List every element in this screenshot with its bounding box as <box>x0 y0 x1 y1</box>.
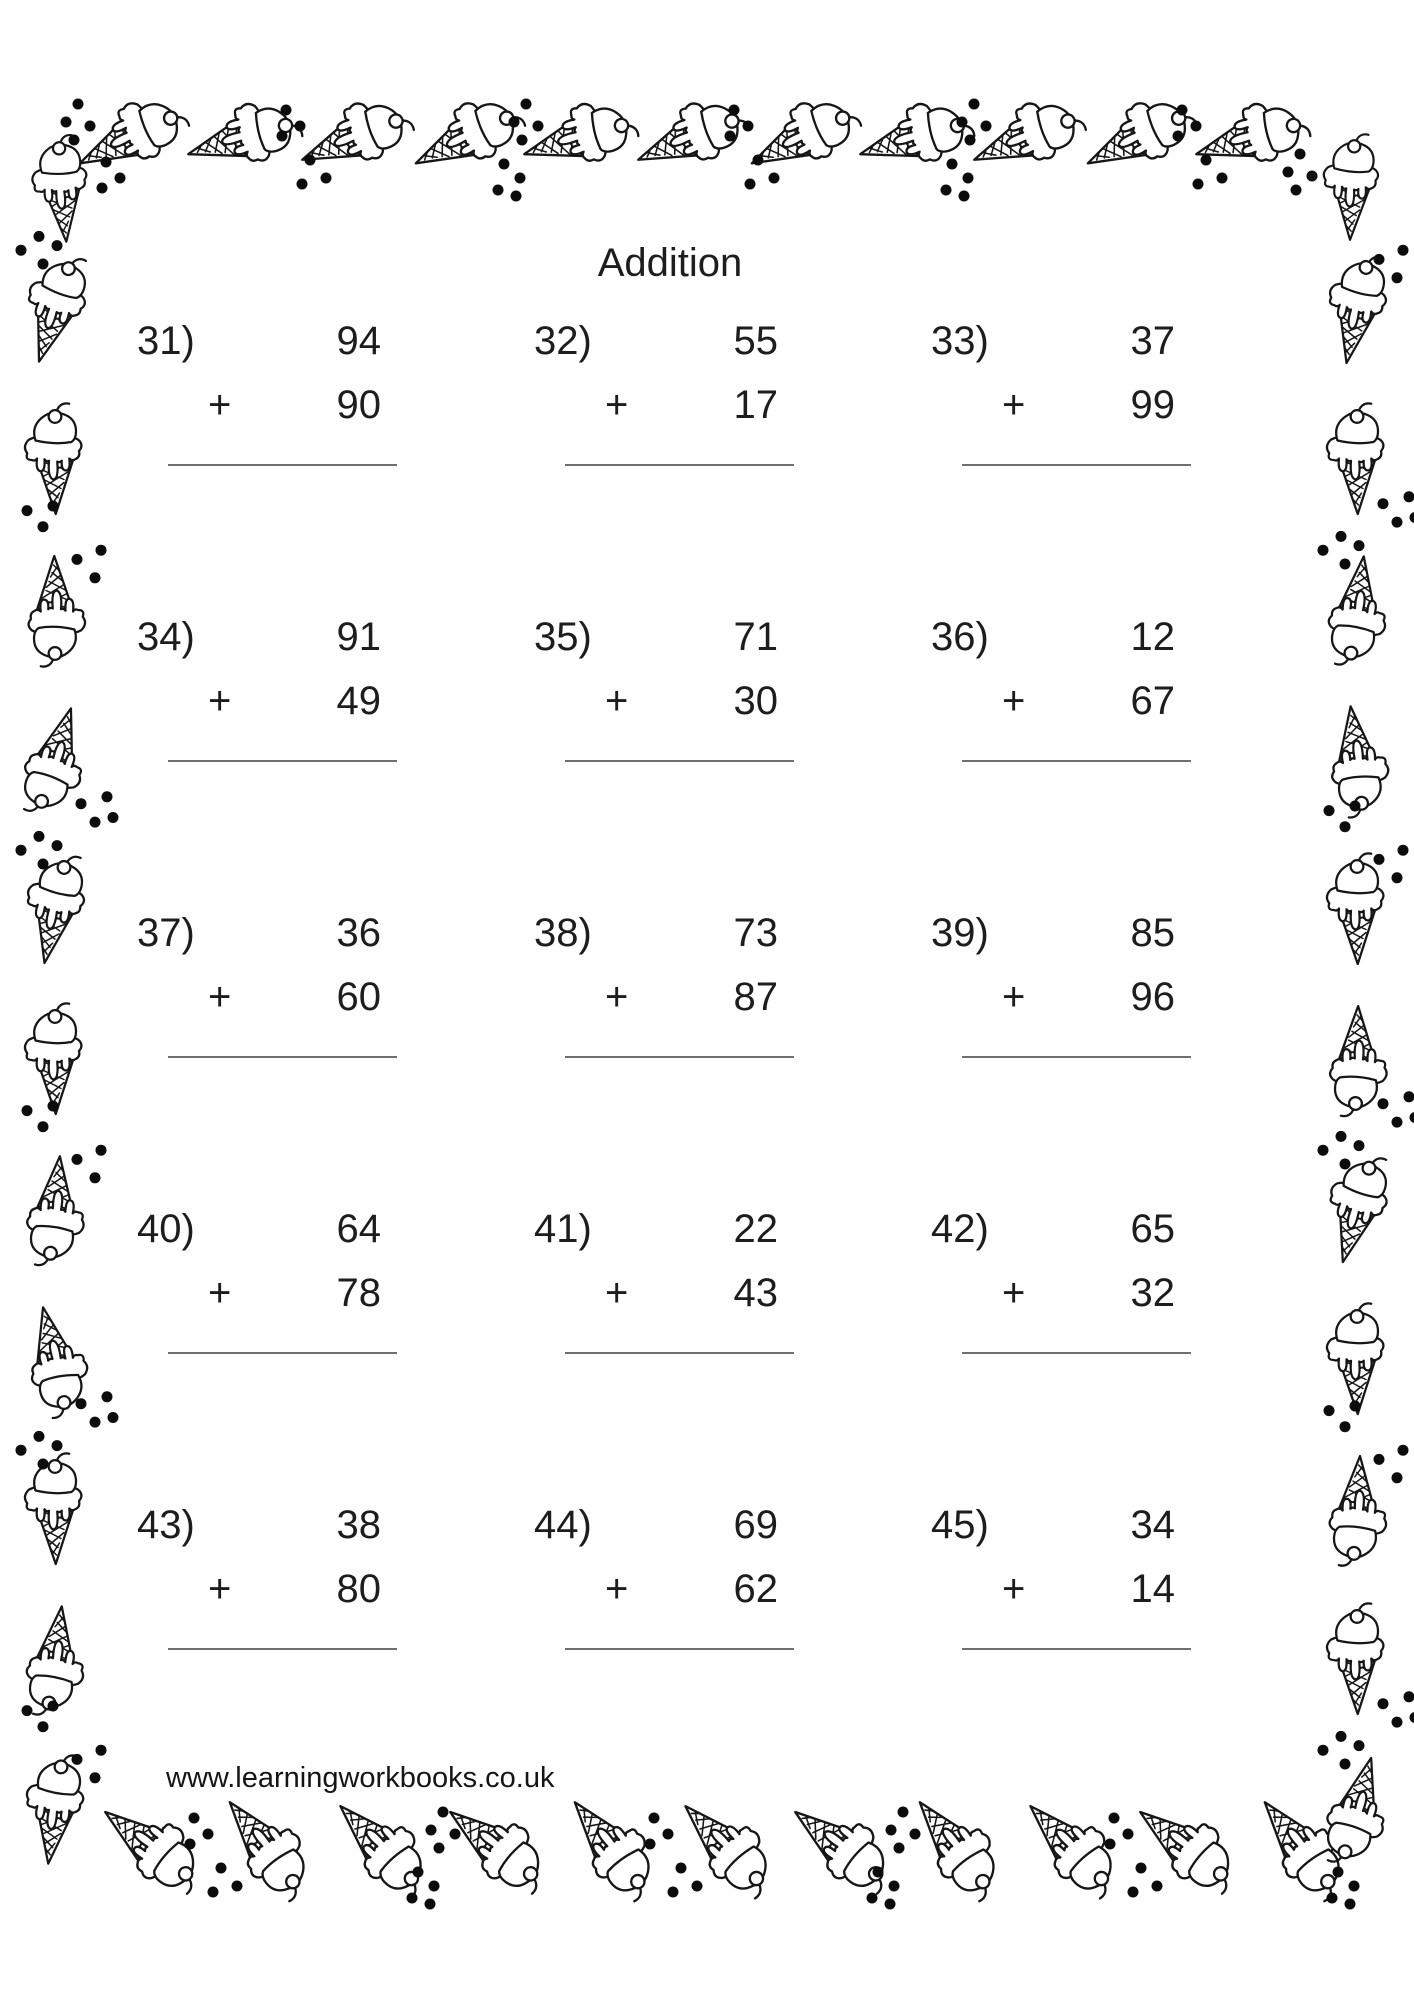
addend-1: 36 <box>336 911 381 955</box>
answer-line <box>565 760 794 762</box>
addend-row-1 <box>534 1206 834 1252</box>
problem-number: 45) <box>931 1503 989 1547</box>
addend-row-2 <box>931 1270 1231 1316</box>
answer-line <box>962 1648 1191 1650</box>
answer-line <box>962 760 1191 762</box>
addend-row-1 <box>931 1502 1231 1548</box>
addend-2: 14 <box>1130 1567 1175 1611</box>
addend-row-2 <box>534 1270 834 1316</box>
addend-row-2 <box>931 1566 1231 1612</box>
answer-line <box>962 1056 1191 1058</box>
addend-row-1 <box>137 910 437 956</box>
answer-line <box>168 1056 397 1058</box>
footer-url: www.learningworkbooks.co.uk <box>166 1762 555 1794</box>
plus-operator: + <box>208 975 232 1019</box>
addend-row-1 <box>137 318 437 364</box>
addend-1: 55 <box>733 319 778 363</box>
answer-line <box>565 1648 794 1650</box>
problem-number: 38) <box>534 911 592 955</box>
addend-2: 49 <box>336 679 381 723</box>
problem-number: 40) <box>137 1207 195 1251</box>
addend-1: 94 <box>336 319 381 363</box>
answer-line <box>168 464 397 466</box>
addend-2: 87 <box>733 975 778 1019</box>
problem-number: 43) <box>137 1503 195 1547</box>
answer-line <box>168 1648 397 1650</box>
addition-problem <box>931 910 1231 1200</box>
addition-problem <box>137 1206 437 1496</box>
addend-1: 34 <box>1130 1503 1175 1547</box>
addition-problem <box>534 1502 834 1792</box>
plus-operator: + <box>605 383 629 427</box>
plus-operator: + <box>208 1567 232 1611</box>
plus-operator: + <box>208 679 232 723</box>
addition-problem <box>137 614 437 904</box>
addend-2: 78 <box>336 1271 381 1315</box>
addition-problem <box>534 318 834 608</box>
addend-row-1 <box>534 318 834 364</box>
addend-row-2 <box>137 382 437 428</box>
addend-2: 90 <box>336 383 381 427</box>
plus-operator: + <box>1002 1271 1026 1315</box>
plus-operator: + <box>208 1271 232 1315</box>
addend-row-2 <box>534 974 834 1020</box>
problem-number: 44) <box>534 1503 592 1547</box>
addend-row-2 <box>931 678 1231 724</box>
problem-number: 37) <box>137 911 195 955</box>
addend-row-2 <box>931 382 1231 428</box>
addend-row-1 <box>534 614 834 660</box>
addition-problem <box>534 910 834 1200</box>
problem-number: 42) <box>931 1207 989 1251</box>
plus-operator: + <box>1002 975 1026 1019</box>
plus-operator: + <box>1002 1567 1026 1611</box>
addition-problem <box>137 318 437 608</box>
addition-problem <box>931 318 1231 608</box>
addend-1: 38 <box>336 1503 381 1547</box>
addend-row-2 <box>137 678 437 724</box>
plus-operator: + <box>605 679 629 723</box>
answer-line <box>168 760 397 762</box>
addition-problem <box>931 1502 1231 1792</box>
problem-number: 36) <box>931 615 989 659</box>
page-title: Addition <box>597 240 743 285</box>
addend-2: 67 <box>1130 679 1175 723</box>
addend-2: 62 <box>733 1567 778 1611</box>
answer-line <box>565 1056 794 1058</box>
addend-1: 64 <box>336 1207 381 1251</box>
addend-row-2 <box>534 382 834 428</box>
problem-number: 34) <box>137 615 195 659</box>
addend-1: 73 <box>733 911 778 955</box>
plus-operator: + <box>208 383 232 427</box>
addend-row-1 <box>931 1206 1231 1252</box>
addend-row-2 <box>137 974 437 1020</box>
answer-line <box>962 1352 1191 1354</box>
problem-number: 35) <box>534 615 592 659</box>
addend-row-1 <box>931 910 1231 956</box>
addend-1: 71 <box>733 615 778 659</box>
addend-2: 80 <box>336 1567 381 1611</box>
addend-row-1 <box>931 614 1231 660</box>
addend-2: 60 <box>336 975 381 1019</box>
addend-row-2 <box>137 1566 437 1612</box>
addend-row-2 <box>931 974 1231 1020</box>
addend-2: 99 <box>1130 383 1175 427</box>
addend-2: 43 <box>733 1271 778 1315</box>
addend-1: 91 <box>336 615 381 659</box>
answer-line <box>962 464 1191 466</box>
addend-row-1 <box>931 318 1231 364</box>
addend-row-1 <box>137 1206 437 1252</box>
answer-line <box>565 464 794 466</box>
addend-row-1 <box>137 614 437 660</box>
addition-problem <box>137 910 437 1200</box>
addend-row-1 <box>137 1502 437 1548</box>
addend-1: 85 <box>1130 911 1175 955</box>
plus-operator: + <box>605 1271 629 1315</box>
addend-2: 32 <box>1130 1271 1175 1315</box>
plus-operator: + <box>605 1567 629 1611</box>
plus-operator: + <box>1002 383 1026 427</box>
problem-number: 31) <box>137 319 195 363</box>
addend-2: 17 <box>733 383 778 427</box>
plus-operator: + <box>605 975 629 1019</box>
addend-2: 30 <box>733 679 778 723</box>
addend-row-1 <box>534 1502 834 1548</box>
addend-row-1 <box>534 910 834 956</box>
addend-2: 96 <box>1130 975 1175 1019</box>
problem-number: 41) <box>534 1207 592 1251</box>
addend-1: 22 <box>733 1207 778 1251</box>
answer-line <box>168 1352 397 1354</box>
addend-1: 65 <box>1130 1207 1175 1251</box>
addend-1: 12 <box>1130 615 1175 659</box>
addend-row-2 <box>534 678 834 724</box>
addend-row-2 <box>534 1566 834 1612</box>
answer-line <box>565 1352 794 1354</box>
plus-operator: + <box>1002 679 1026 723</box>
addend-1: 37 <box>1130 319 1175 363</box>
addend-row-2 <box>137 1270 437 1316</box>
addition-problem <box>931 1206 1231 1496</box>
problem-number: 39) <box>931 911 989 955</box>
addition-problem <box>137 1502 437 1792</box>
addition-problem <box>534 614 834 904</box>
problem-number: 33) <box>931 319 989 363</box>
addition-problem <box>931 614 1231 904</box>
addend-1: 69 <box>733 1503 778 1547</box>
addition-problem <box>534 1206 834 1496</box>
problem-number: 32) <box>534 319 592 363</box>
